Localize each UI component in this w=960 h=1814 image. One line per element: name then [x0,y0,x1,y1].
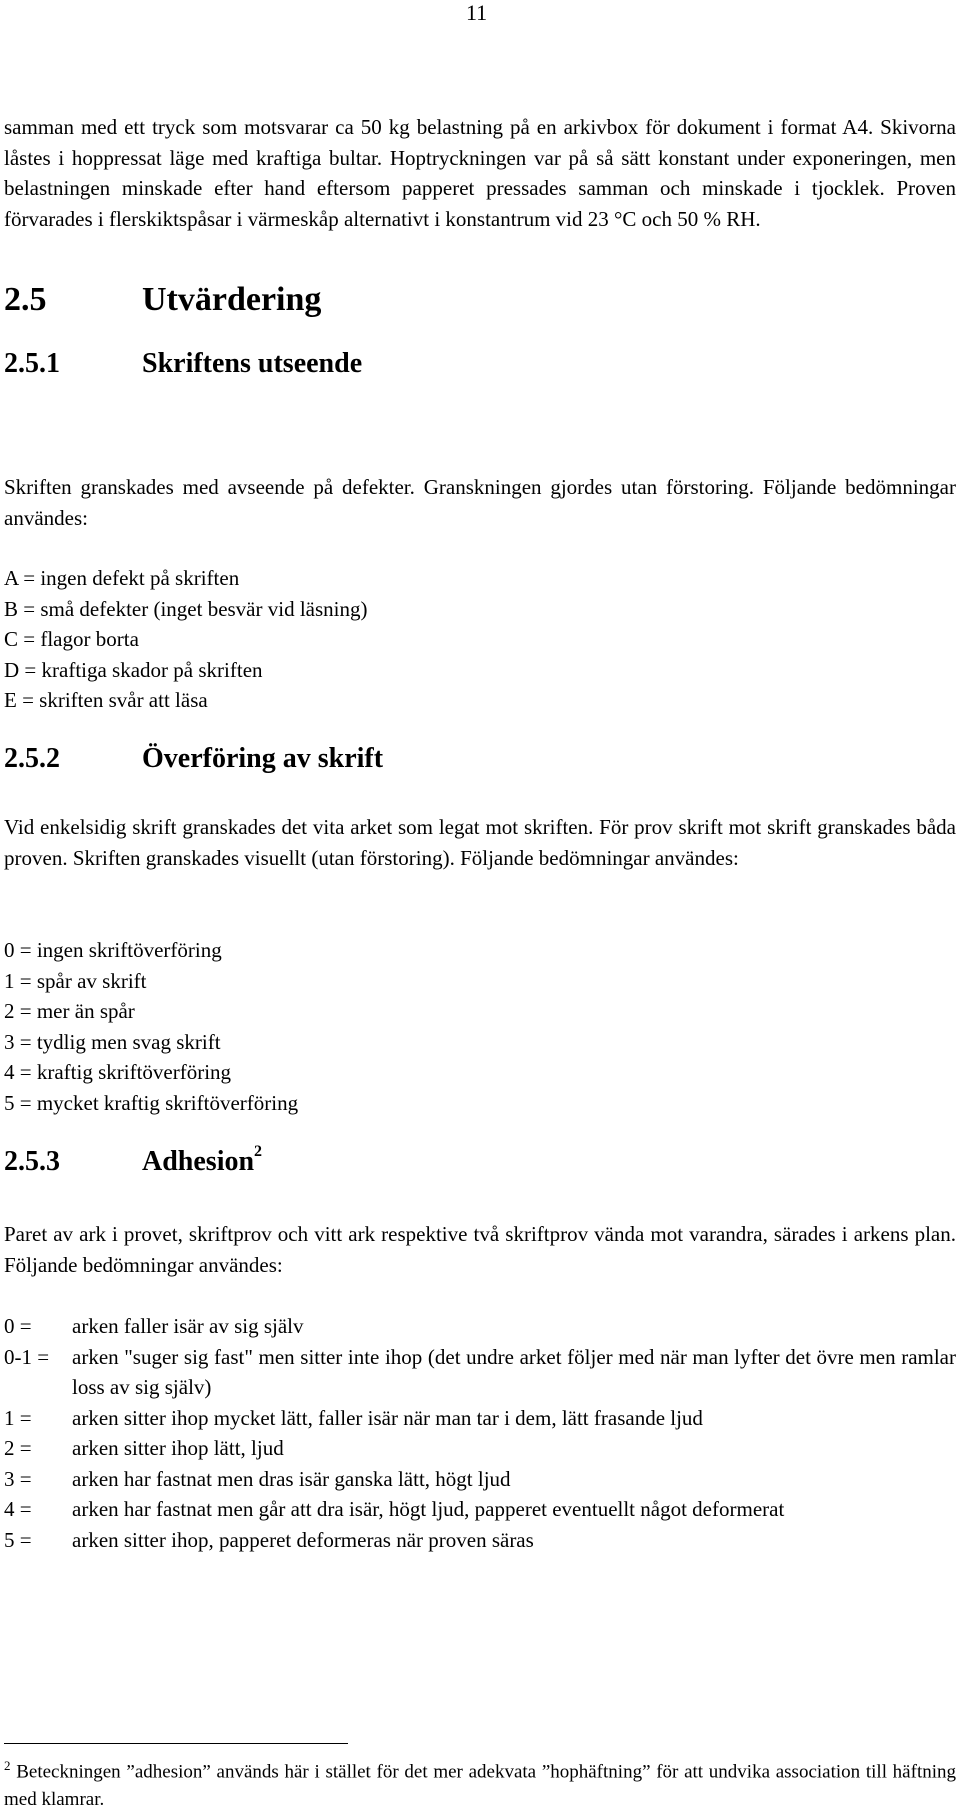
grade-key: 0 = [4,1314,32,1338]
list-item: 5 = mycket kraftig skriftöverföring [4,1090,299,1115]
footnote-mark: 2 [4,1758,11,1773]
section-title: Skriftens utseende [142,348,363,379]
grade-text: arken "suger sig fast" men sitter inte ihop (det undre arket följer med när man lyfter det övre men ramlar loss av sig själv) [72,1344,956,1399]
list-item: B = små defekter (inget besvär vid läsning) [4,596,368,621]
grade-key: 2 = [4,1436,32,1460]
list-item [4,1433,956,1464]
section-title: Överföring av skrift [142,743,384,774]
grade-text: arken har fastnat men dras isär ganska lätt, högt ljud [72,1466,511,1491]
grade-key: 3 = [4,1466,32,1491]
grade-key: 0-1 = [4,1344,50,1369]
transfer-grade-list [4,935,956,1118]
page-number: 11 [466,0,488,25]
footnote-reference: 2 [254,1142,263,1160]
grade-key: 1 = [4,1405,32,1430]
section-heading-2-5-2 [4,743,383,775]
section-title: Adhesion [142,1146,255,1177]
grade-text: arken sitter ihop, papperet deformeras när proven säras [72,1527,534,1552]
section-heading-2-5-1 [4,348,362,380]
section-title: Utvärdering [142,281,322,318]
grade-text: arken sitter ihop mycket lätt, faller isär när man tar i dem, lätt frasande ljud [72,1405,703,1430]
grade-text: arken faller isär av sig själv [72,1314,304,1338]
section-number: 2.5 [4,281,47,318]
list-item: C = flagor borta [4,627,139,651]
section-heading-2-5-3 [4,1142,263,1178]
list-item: 0 = ingen skriftöverföring [4,938,222,962]
list-item: 2 = mer än spår [4,999,135,1023]
list-item: 4 = kraftig skriftöverföring [4,1060,232,1084]
intro-paragraph: samman med ett tryck som motsvarar ca 50 kg belastning på en arkivbox för dokument i format A4. Skivorna låstes i hoppressat läge med kraftiga bultar. Hoptryckningen var på så sätt konstant under exponeringen, men belastningen minskade efter hand eftersom papperet pressades samman och minskade i tjocklek. Proven förvarades i flerskiktspåsar i värmeskåp alternativt i konstantrum vid 23 °C och 50 % RH. [4,115,956,231]
list-item: E = skriften svår att läsa [4,688,208,712]
adhesion-grade-list [4,1311,956,1555]
footnote-divider [4,1743,348,1744]
list-item [4,1525,956,1556]
list-item: D = kraftiga skador på skriften [4,657,263,682]
appearance-grade-list [4,563,956,716]
list-item: 3 = tydlig men svag skrift [4,1029,221,1054]
grade-text: arken har fastnat men går att dra isär, högt ljud, papperet eventuellt något deformerat [72,1497,785,1521]
list-item [4,1494,956,1525]
list-item [4,1342,956,1403]
section-heading-2-5 [4,281,321,319]
grade-key: 5 = [4,1527,32,1552]
grade-key: 4 = [4,1497,32,1521]
section-number: 2.5.2 [4,743,60,774]
section-number: 2.5.3 [4,1146,60,1177]
section-number: 2.5.1 [4,348,60,379]
section-2-5-3-paragraph: Paret av ark i provet, skriftprov och vitt ark respektive två skriftprov vända mot varandra, särades i arkens plan. Följande bedömningar användes: [4,1222,956,1277]
list-item [4,1403,956,1434]
list-item [4,1311,956,1342]
footnote [4,1752,956,1814]
section-2-5-1-paragraph: Skriften granskades med avseende på defekter. Granskningen gjordes utan förstoring. Följande bedömningar användes: [4,475,956,530]
list-item [4,1464,956,1495]
list-item: A = ingen defekt på skriften [4,566,240,590]
section-2-5-2-paragraph: Vid enkelsidig skrift granskades det vita arket som legat mot skriften. För prov skrift mot skrift granskades båda proven. Skriften granskades visuellt (utan förstoring). Följande bedömningar användes: [4,815,956,870]
grade-text: arken sitter ihop lätt, ljud [72,1436,284,1460]
list-item: 1 = spår av skrift [4,968,147,993]
footnote-text: Beteckningen ”adhesion” används här i stället för det mer adekvata ”hophäftning” för att undvika association till häftning med klamrar. [4,1761,957,1811]
